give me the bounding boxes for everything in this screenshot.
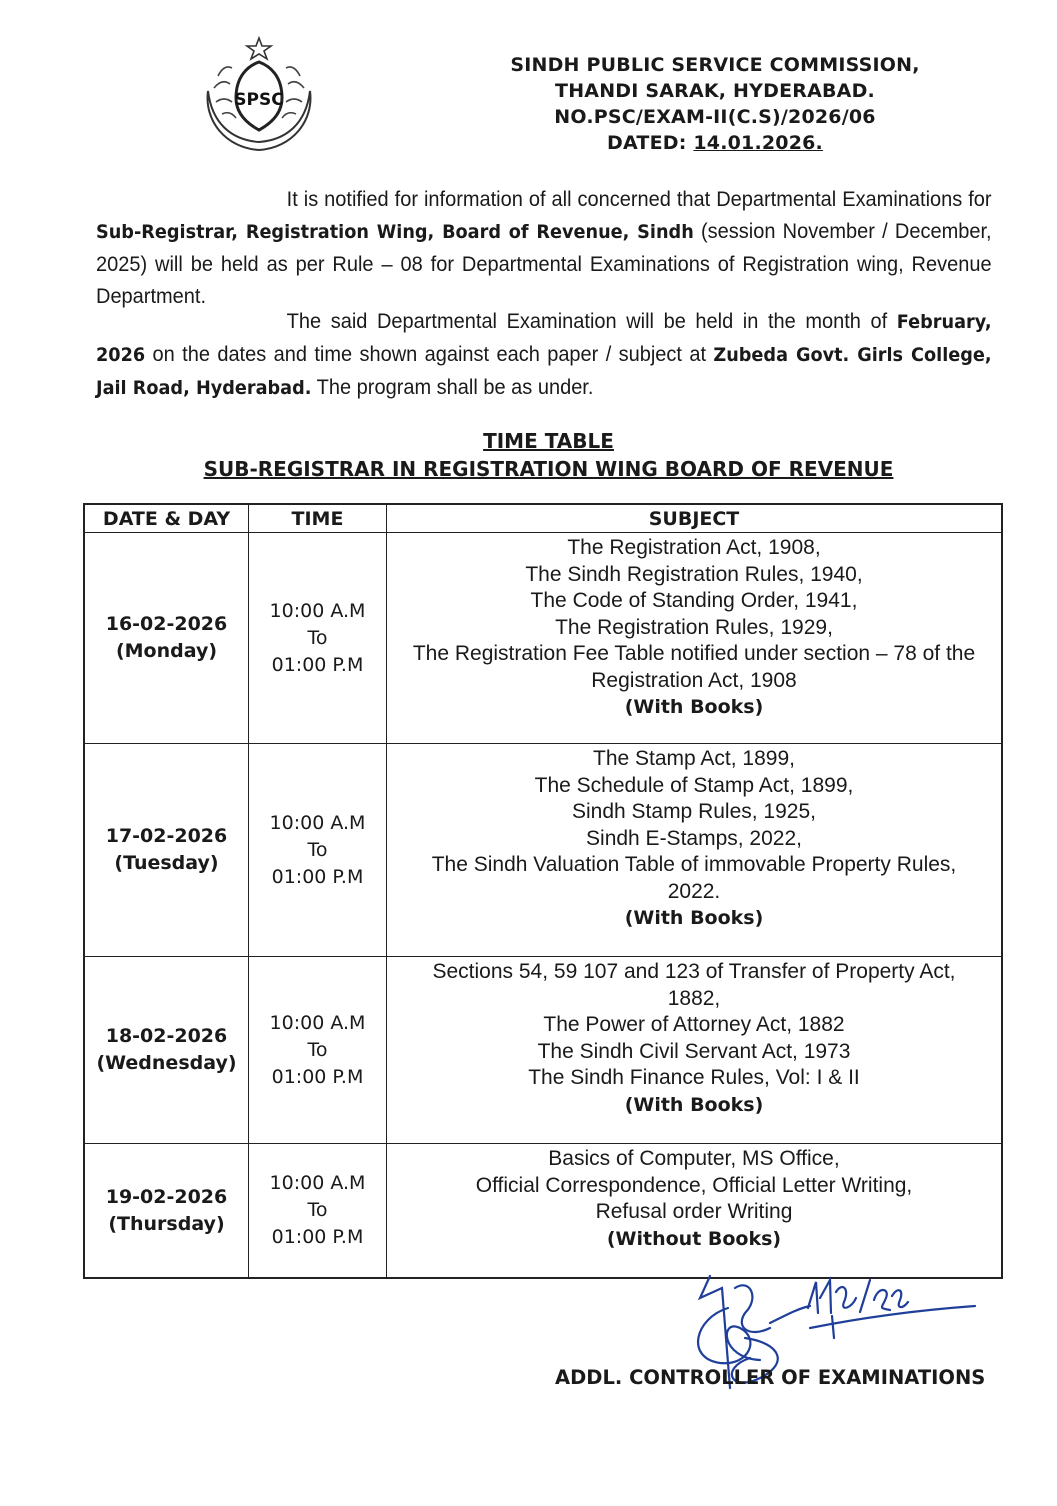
date-cell: [84, 533, 249, 744]
letterhead: [460, 52, 970, 156]
date-cell: [84, 1144, 249, 1279]
time-to-label: To: [307, 1199, 328, 1221]
para2-bold-2: Zubeda Govt. Girls College, Jail Road, Hyderabad.: [96, 344, 992, 399]
table-row: [84, 744, 1002, 957]
time-from: 10:00 A.M: [269, 599, 366, 622]
time-cell: [249, 533, 387, 744]
column-header-subject: SUBJECT: [387, 504, 1003, 533]
signatory-designation: ADDL. CONTROLLER OF EXAMINATIONS: [555, 1366, 986, 1389]
notification-paragraph-2: [96, 305, 992, 404]
time-from: 10:00 A.M: [269, 1172, 366, 1194]
table-row: [84, 957, 1002, 1144]
para2-text-3: The program shall be as under.: [311, 375, 594, 399]
exam-date: 17-02-2026: [105, 825, 228, 847]
table-row: [84, 1144, 1002, 1279]
time-cell: [249, 744, 387, 957]
para2-text-2: on the dates and time shown against each paper / subject at: [145, 342, 714, 366]
exam-date: 18-02-2026: [105, 1025, 228, 1047]
para2-text-1: The said Departmental Examination will be held in the month of: [286, 309, 897, 333]
exam-date: 19-02-2026: [105, 1185, 228, 1208]
time-cell: [249, 1144, 387, 1279]
column-header-date: DATE & DAY: [84, 504, 249, 533]
subject-line: The Registration Fee Table notified under section – 78 of the: [412, 642, 976, 665]
books-mode: (With Books): [624, 907, 764, 929]
reference-number: NO.PSC/EXAM-II(C.S)/2026/06: [554, 106, 876, 128]
subject-line: The Sindh Finance Rules, Vol: I & II: [528, 1066, 860, 1089]
time-to-label: To: [307, 626, 328, 649]
subject-line: The Sindh Valuation Table of immovable Property Rules,: [431, 853, 957, 876]
para1-text-1: It is notified for information of all concerned that Departmental Examinations for: [286, 187, 992, 211]
time-to: 01:00 P.M: [271, 1226, 364, 1248]
date-line: [460, 130, 970, 156]
subject-line: The Sindh Registration Rules, 1940,: [525, 562, 863, 586]
time-from: 10:00 A.M: [269, 1011, 366, 1034]
exam-day: (Thursday): [108, 1212, 225, 1235]
para1-bold-1: Sub-Registrar, Registration Wing, Board of Revenue, Sindh: [96, 221, 694, 243]
logo-text: SPSC: [234, 90, 284, 110]
time-cell: [249, 957, 387, 1144]
books-mode: (Without Books): [606, 1227, 782, 1250]
timetable: [83, 503, 1003, 1279]
subject-line: Sindh Stamp Rules, 1925,: [572, 800, 816, 823]
para1-text-2: (session November / December, 2025) will be held as per Rule – 08 for Departmental Examinations of Registration wing, Revenue Department.: [96, 219, 992, 308]
subject-line: 2022.: [667, 879, 721, 903]
subject-line: The Code of Standing Order, 1941,: [530, 589, 858, 612]
organization-address: THANDI SARAK, HYDERABAD.: [555, 80, 875, 102]
books-mode: (With Books): [624, 1093, 764, 1116]
subject-line: Registration Act, 1908: [591, 668, 797, 692]
subject-cell: [387, 744, 1003, 957]
date-cell: [84, 744, 249, 957]
subject-line: Official Correspondence, Official Letter Writing,: [475, 1173, 913, 1197]
time-to: 01:00 P.M: [271, 653, 364, 676]
subject-line: The Power of Attorney Act, 1882: [543, 1013, 845, 1036]
subject-cell: [387, 533, 1003, 744]
exam-date: 16-02-2026: [105, 613, 228, 635]
time-to-label: To: [307, 1038, 328, 1061]
timetable-title: TIME TABLE: [483, 429, 614, 453]
exam-day: (Monday): [115, 640, 218, 662]
subject-line: The Stamp Act, 1899,: [593, 747, 795, 770]
exam-day: (Tuesday): [114, 852, 219, 874]
subject-line: 1882,: [667, 986, 721, 1010]
table-row: [84, 533, 1002, 744]
subject-cell: [387, 957, 1003, 1144]
subject-line: The Sindh Civil Servant Act, 1973: [537, 1039, 851, 1063]
subject-line: The Registration Rules, 1929,: [555, 615, 833, 639]
notification-paragraph-1: [96, 183, 992, 312]
date-cell: [84, 957, 249, 1144]
signature-scribble-icon: [690, 1268, 990, 1418]
time-to-label: To: [307, 838, 328, 861]
subject-line: The Schedule of Stamp Act, 1899,: [534, 773, 854, 797]
exam-day: (Wednesday): [96, 1052, 237, 1074]
dated-value: 14.01.2026.: [693, 132, 823, 154]
subject-line: Sindh E-Stamps, 2022,: [586, 826, 802, 850]
column-header-time: TIME: [249, 504, 387, 533]
time-to: 01:00 P.M: [271, 1065, 364, 1088]
time-to: 01:00 P.M: [271, 865, 364, 888]
books-mode: (With Books): [624, 696, 764, 718]
time-from: 10:00 A.M: [269, 811, 366, 834]
para2-bold-1: February, 2026: [96, 311, 992, 366]
spsc-emblem-icon: [196, 36, 322, 156]
subject-line: Basics of Computer, MS Office,: [548, 1147, 840, 1170]
subject-line: Refusal order Writing: [595, 1200, 793, 1223]
subject-line: The Registration Act, 1908,: [567, 536, 821, 559]
table-header-row: [84, 504, 1002, 533]
timetable-subtitle: SUB-REGISTRAR IN REGISTRATION WING BOARD OF REVENUE: [203, 457, 894, 481]
dated-label: DATED:: [607, 132, 687, 154]
subject-line: Sections 54, 59 107 and 123 of Transfer of Property Act,: [432, 960, 956, 983]
organization-name: SINDH PUBLIC SERVICE COMMISSION,: [510, 54, 920, 76]
subject-cell: [387, 1144, 1003, 1279]
